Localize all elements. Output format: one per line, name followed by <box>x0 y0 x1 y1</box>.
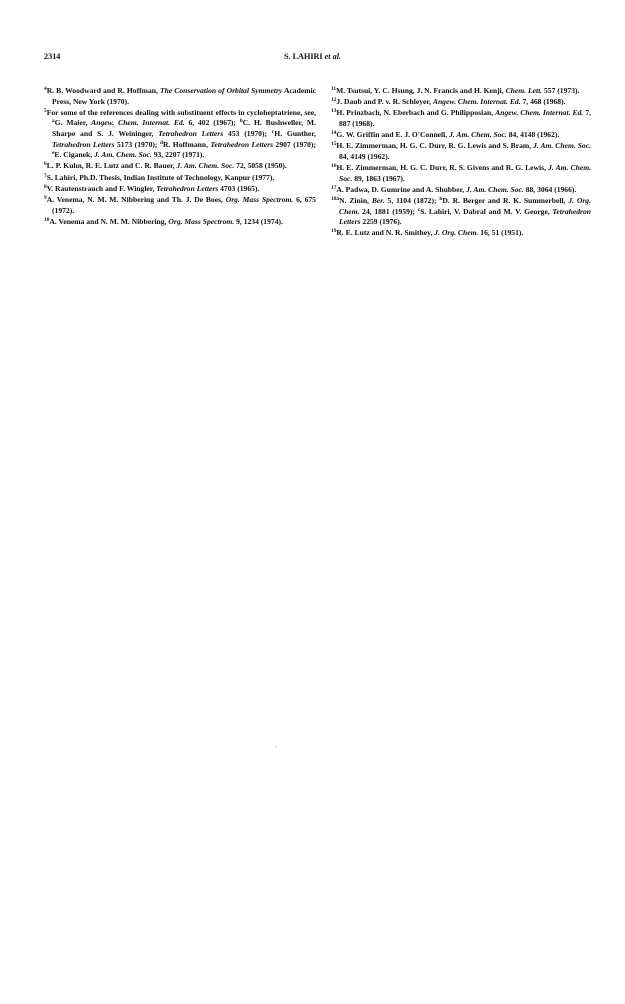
reference-number: 5 <box>44 107 47 114</box>
reference-text: 557 (1973). <box>542 86 580 95</box>
reference-text: 7, 468 (1968). <box>520 97 566 107</box>
reference-text: R. B. Woodward and R. Hoffman, <box>46 86 160 95</box>
journal-title: Tetrahedron Letters <box>158 128 224 138</box>
journal-title: J. Org. Chem. <box>434 228 479 238</box>
reference-number: 15 <box>331 141 337 148</box>
et-al: et al. <box>324 52 342 61</box>
reference-entry <box>331 196 591 228</box>
sub-reference-mark: e <box>52 150 55 157</box>
running-header <box>44 52 581 64</box>
reference-number: 9 <box>44 194 47 201</box>
reference-text: G. W. Griffin and E. J. O'Connell, <box>336 130 450 140</box>
journal-title: Tetrahedron Letters <box>156 183 219 193</box>
reference-text: 4703 (1965). <box>218 183 260 193</box>
reference-text: C. H. Bushweller, M. Sharpe and S. J. Weininger, <box>52 118 316 138</box>
reference-text: 84, 4149 (1962). <box>339 151 390 161</box>
reference-number: 6 <box>44 161 47 168</box>
left-reference-column <box>44 86 316 228</box>
reference-number: 12 <box>331 97 337 104</box>
reference-number: 10 <box>44 216 50 223</box>
reference-text: 89, 1863 (1967). <box>352 173 405 183</box>
page-speck <box>275 746 276 747</box>
reference-entry <box>44 108 316 161</box>
reference-text: 72, 5058 (1950). <box>234 161 287 171</box>
reference-number: 7 <box>44 172 47 179</box>
journal-title: J. Am. Chem. Soc. <box>533 141 591 151</box>
reference-entry <box>331 130 591 141</box>
journal-title: Chem. Lett. <box>505 86 543 95</box>
reference-entry <box>44 173 316 184</box>
reference-text: L. P. Kuhn, R. E. Lutz and C. R. Bauer, <box>46 161 177 171</box>
reference-text: A. Venema and N. M. M. Nibbering, <box>49 216 169 226</box>
reference-text: 5, 1104 (1872); <box>384 196 440 206</box>
reference-entry <box>331 163 591 184</box>
reference-number: 16 <box>331 163 337 170</box>
reference-text: 16, 51 (1951). <box>478 228 524 238</box>
reference-text: G. Maier, <box>54 118 92 128</box>
reference-text: 6, 675 (1972). <box>52 194 316 215</box>
reference-text: 88, 3064 (1966). <box>523 184 577 194</box>
reference-text: 84, 4148 (1962). <box>506 130 560 140</box>
reference-number: 18a <box>331 196 340 203</box>
reference-text: 6, 402 (1967); <box>184 118 240 128</box>
reference-entry <box>44 86 316 107</box>
sub-reference-mark: a <box>52 118 55 125</box>
reference-text: H. Gunther, <box>274 128 316 138</box>
reference-text: 2259 (1976). <box>360 217 402 227</box>
reference-entry <box>331 86 591 97</box>
reference-text: H. E. Zimmerman, H. G. C. Durr, R. G. Lewis and S. Bram, <box>336 141 534 151</box>
journal-title: Tetrahedron Letters <box>210 139 274 149</box>
reference-text: D. R. Berger and R. K. Summerbell, <box>442 196 569 206</box>
journal-title: J. Am. Chem. Soc. <box>176 161 235 171</box>
reference-text: For some of the references dealing with substituent effects in cycloheptatriene, see, <box>46 107 316 117</box>
reference-text: H. E. Zimmerman, H. G. C. Durr, R. S. Givens and R. G. Lewis, <box>336 163 549 173</box>
page-number: 2314 <box>44 52 61 61</box>
journal-title: The Conservation of Orbital Symmetry <box>159 86 283 95</box>
reference-entry <box>331 108 591 129</box>
right-reference-column <box>331 86 591 240</box>
reference-number: 4 <box>44 86 47 92</box>
reference-text: A. Padwa, D. Gumrine and A. Shubber, <box>336 184 467 194</box>
reference-number: 14 <box>331 130 337 137</box>
reference-text: S. Lahiri, V. Dabral and M. V. George, <box>420 206 553 216</box>
journal-title: J. Am. Chem. Soc. <box>94 150 152 160</box>
reference-text: S. Lahiri, Ph.D. Thesis, Indian Institute of Technology, Kanpur (1977). <box>46 172 275 182</box>
reference-text: 5173 (1970); <box>114 139 160 149</box>
journal-title: Ber. <box>371 196 385 206</box>
journal-title: J. Am. Chem. Soc. <box>449 130 507 140</box>
reference-text: 93, 2207 (1971). <box>151 150 205 160</box>
sub-reference-mark: b <box>439 196 443 203</box>
journal-title: Org. Mass Spectrom. <box>168 216 235 226</box>
reference-text: H. Prinzbach, N. Eberbach and G. Philipposian, <box>336 108 496 118</box>
reference-entry <box>331 185 591 196</box>
journal-title: Org. Mass Spectrom. <box>225 194 294 204</box>
journal-title: Angew. Chem. Internat. Ed. <box>91 118 185 128</box>
journal-title: Angew. Chem. Internat. Ed. <box>432 97 521 107</box>
reference-entry <box>44 195 316 216</box>
reference-entry <box>44 161 316 172</box>
reference-text: R. E. Lutz and N. R. Smithey, <box>336 228 435 238</box>
reference-number: 17 <box>331 184 337 191</box>
reference-entry <box>44 184 316 195</box>
reference-text: 2907 (1970); <box>273 139 316 149</box>
reference-text: R. Hoffmann, <box>162 139 211 149</box>
reference-text: V. Rautenstrauch and F. Wingler, <box>46 183 157 193</box>
reference-text: E. Ciganek, <box>54 150 95 160</box>
running-head-authors <box>44 52 581 63</box>
journal-title: J. Am. Chem. Soc. <box>466 184 524 194</box>
reference-entry <box>331 97 591 108</box>
reference-number: 11 <box>331 86 337 92</box>
reference-text: J. Daub and P. v. R. Schleyer, <box>336 97 433 107</box>
reference-text: 24, 1881 (1959); <box>359 206 418 216</box>
reference-entry <box>44 217 316 228</box>
author-name: S. LAHIRI <box>283 52 323 61</box>
reference-text: A. Venema, N. M. M. Nibbering and Th. J. De Boes, <box>46 194 226 204</box>
sub-reference-mark: b <box>239 118 243 125</box>
reference-text: N. Zinin, <box>339 196 372 206</box>
reference-entry <box>331 228 591 239</box>
reference-number: 13 <box>331 108 337 115</box>
reference-number: 8 <box>44 183 47 190</box>
reference-text: 9, 1234 (1974). <box>234 216 283 226</box>
reference-entry <box>331 141 591 162</box>
journal-title: Angew. Chem. Internat. Ed. <box>495 108 584 118</box>
reference-text: Academic Press, New York (1970). <box>52 86 317 106</box>
reference-text: 7, 887 (1968). <box>339 108 592 128</box>
journal-title: J. Org. Chem. <box>339 196 591 216</box>
journal-title: J. Am. Chem. Soc. <box>339 163 592 183</box>
journal-title: Tetrahedron Letters <box>52 139 115 149</box>
reference-text: 453 (1970); <box>223 128 272 138</box>
reference-text: M. Tsutsui, Y. C. Hsung, J. N. Francis and H. Kenji, <box>336 86 506 95</box>
journal-title: Tetrahedron Letters <box>339 206 591 227</box>
sub-reference-mark: c <box>271 128 275 135</box>
reference-number: 19 <box>331 228 337 235</box>
sub-reference-mark: c <box>417 206 421 213</box>
sub-reference-mark: d <box>159 139 163 146</box>
